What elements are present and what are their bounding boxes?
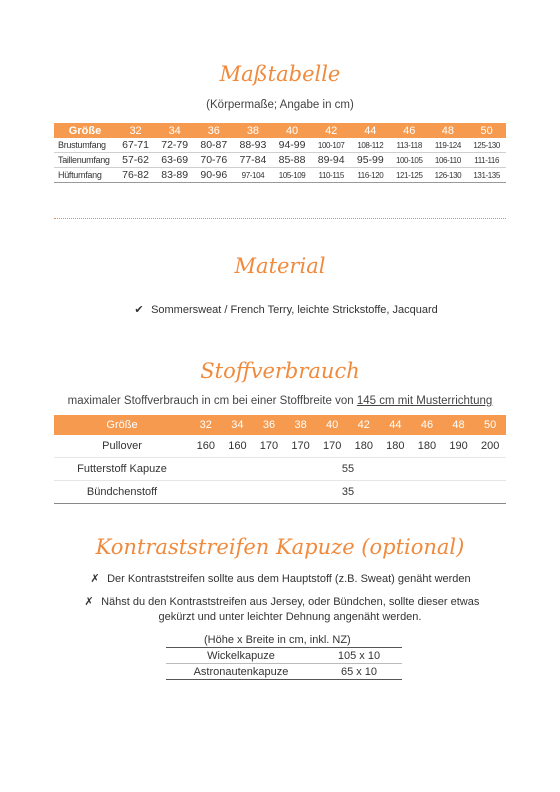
bullet-text: Der Kontraststreifen sollte aus dem Hauptstoff (z.B. Sweat) genäht werden bbox=[107, 573, 471, 585]
header-cell: 38 bbox=[233, 123, 272, 138]
table-cell: 108-112 bbox=[351, 138, 390, 153]
header-cell: 50 bbox=[474, 415, 506, 435]
header-cell: 32 bbox=[190, 415, 222, 435]
table-cell: 80-87 bbox=[194, 138, 233, 153]
header-cell: 42 bbox=[312, 123, 351, 138]
fabric-table-header bbox=[54, 415, 506, 435]
section-divider bbox=[54, 218, 506, 219]
table-cell: 35 bbox=[190, 481, 506, 504]
row-label: Wickelkapuze bbox=[166, 648, 316, 664]
kontrast-bullet-1 bbox=[86, 572, 471, 585]
intro-underlined: 145 cm mit Musterrichtung bbox=[356, 395, 493, 407]
table-cell: 131-135 bbox=[467, 168, 506, 183]
kontrast-table-header bbox=[166, 632, 402, 648]
table-cell: 100-105 bbox=[390, 153, 429, 168]
table-cell: 170 bbox=[253, 435, 285, 458]
cross-icon: ✗ bbox=[84, 596, 94, 608]
header-cell: 50 bbox=[467, 123, 506, 138]
material-title: Material bbox=[234, 254, 326, 278]
fabric-table bbox=[54, 415, 506, 504]
table-row bbox=[166, 664, 402, 680]
table-cell: 77-84 bbox=[233, 153, 272, 168]
table-cell: 55 bbox=[190, 458, 506, 481]
table-row bbox=[54, 138, 506, 153]
table-cell: 65 x 10 bbox=[316, 664, 402, 680]
table-cell: 90-96 bbox=[194, 168, 233, 183]
table-row bbox=[54, 481, 506, 504]
table-cell: 105-109 bbox=[273, 168, 312, 183]
header-cell: 46 bbox=[390, 123, 429, 138]
table-cell: 180 bbox=[380, 435, 412, 458]
header-cell: 38 bbox=[285, 415, 317, 435]
cross-icon: ✗ bbox=[90, 573, 100, 585]
table-cell: 105 x 10 bbox=[316, 648, 402, 664]
check-icon: ✔ bbox=[134, 304, 144, 316]
table-cell: 57-62 bbox=[116, 153, 155, 168]
stoffverbrauch-title: Stoffverbrauch bbox=[200, 359, 360, 383]
table-cell: 170 bbox=[316, 435, 348, 458]
table-cell: 97-104 bbox=[233, 168, 272, 183]
table-cell: 88-93 bbox=[233, 138, 272, 153]
table-cell: 160 bbox=[222, 435, 254, 458]
table-row bbox=[54, 168, 506, 183]
row-label: Pullover bbox=[54, 435, 190, 458]
table-cell: 121-125 bbox=[390, 168, 429, 183]
kontrast-table bbox=[166, 632, 402, 680]
table-cell: 63-69 bbox=[155, 153, 194, 168]
row-label: Taillenumfang bbox=[54, 153, 116, 168]
header-cell: 40 bbox=[273, 123, 312, 138]
intro-prefix: maximaler Stoffverbrauch in cm bei einer Stoffbreite von bbox=[67, 395, 357, 407]
table-row bbox=[54, 153, 506, 168]
table-cell: 180 bbox=[411, 435, 443, 458]
table-cell: 89-94 bbox=[312, 153, 351, 168]
header-cell: Größe bbox=[54, 123, 116, 138]
bullet-line bbox=[80, 595, 500, 608]
header-cell: 32 bbox=[116, 123, 155, 138]
table-cell: 85-88 bbox=[273, 153, 312, 168]
table-cell: 125-130 bbox=[467, 138, 506, 153]
stoffverbrauch-intro bbox=[0, 395, 560, 407]
table-cell: 126-130 bbox=[429, 168, 468, 183]
header-cell: 40 bbox=[316, 415, 348, 435]
table-cell: 111-116 bbox=[467, 153, 506, 168]
row-label: Futterstoff Kapuze bbox=[54, 458, 190, 481]
header-cell: 44 bbox=[380, 415, 412, 435]
header-cell: (Höhe x Breite in cm, inkl. NZ) bbox=[166, 632, 402, 648]
size-table bbox=[54, 123, 506, 183]
header-cell: 46 bbox=[411, 415, 443, 435]
table-cell: 95-99 bbox=[351, 153, 390, 168]
material-text: Sommersweat / French Terry, leichte Strickstoffe, Jacquard bbox=[151, 304, 438, 316]
table-row bbox=[166, 648, 402, 664]
header-cell: 36 bbox=[253, 415, 285, 435]
table-row bbox=[54, 458, 506, 481]
header-cell: 34 bbox=[155, 123, 194, 138]
table-cell: 200 bbox=[474, 435, 506, 458]
table-cell: 76-82 bbox=[116, 168, 155, 183]
header-cell: 44 bbox=[351, 123, 390, 138]
masstabelle-title: Maßtabelle bbox=[219, 62, 341, 86]
row-label: Brustumfang bbox=[54, 138, 116, 153]
size-table-header bbox=[54, 123, 506, 138]
table-row bbox=[54, 435, 506, 458]
kontrast-title: Kontraststreifen Kapuze (optional) bbox=[95, 535, 465, 559]
table-cell: 190 bbox=[443, 435, 475, 458]
row-label: Hüftumfang bbox=[54, 168, 116, 183]
masstabelle-subtitle: (Körpermaße; Angabe in cm) bbox=[206, 99, 354, 111]
bullet-line-continued: gekürzt und unter leichter Dehnung angenäht werden. bbox=[158, 611, 422, 623]
header-cell: 42 bbox=[348, 415, 380, 435]
header-cell: 36 bbox=[194, 123, 233, 138]
table-cell: 160 bbox=[190, 435, 222, 458]
header-cell: 48 bbox=[443, 415, 475, 435]
header-cell: 34 bbox=[222, 415, 254, 435]
kontrast-bullet-2 bbox=[80, 595, 500, 623]
row-label: Bündchenstoff bbox=[54, 481, 190, 504]
table-cell: 70-76 bbox=[194, 153, 233, 168]
row-label: Astronautenkapuze bbox=[166, 664, 316, 680]
table-cell: 170 bbox=[285, 435, 317, 458]
table-cell: 116-120 bbox=[351, 168, 390, 183]
table-cell: 67-71 bbox=[116, 138, 155, 153]
header-cell: 48 bbox=[429, 123, 468, 138]
table-cell: 83-89 bbox=[155, 168, 194, 183]
bullet-text: Nähst du den Kontraststreifen aus Jersey, oder Bündchen, sollte dieser etwas bbox=[101, 596, 480, 608]
table-cell: 119-124 bbox=[429, 138, 468, 153]
table-cell: 180 bbox=[348, 435, 380, 458]
table-cell: 100-107 bbox=[312, 138, 351, 153]
material-item bbox=[130, 303, 438, 316]
table-cell: 94-99 bbox=[273, 138, 312, 153]
table-cell: 110-115 bbox=[312, 168, 351, 183]
table-cell: 72-79 bbox=[155, 138, 194, 153]
header-cell: Größe bbox=[54, 415, 190, 435]
table-cell: 106-110 bbox=[429, 153, 468, 168]
table-cell: 113-118 bbox=[390, 138, 429, 153]
